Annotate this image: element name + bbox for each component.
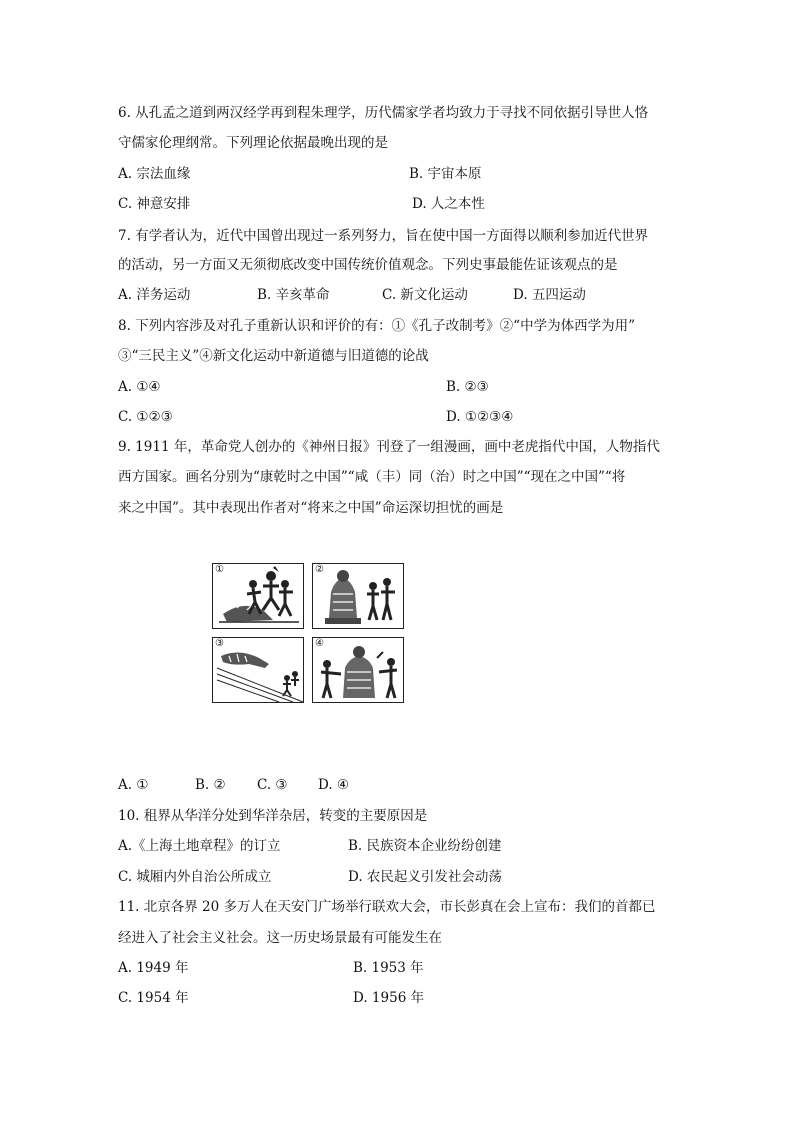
q6-option-d: D. 人之本性 (412, 196, 485, 212)
q9-option-b: B. ② (195, 777, 226, 793)
q8-stem-line1: 8. 下列内容涉及对孔子重新认识和评价的有：①《孔子改制考》②“中学为体西学为用” (118, 318, 635, 334)
q9-option-a: A. ① (118, 777, 149, 793)
panel-number: ④ (315, 638, 324, 649)
cartoon-panel-1 (212, 563, 304, 629)
q10-option-c: C. 城厢内外自治公所成立 (118, 869, 272, 885)
panel-number: ③ (215, 638, 224, 649)
q11-option-a: A. 1949 年 (118, 960, 189, 976)
q6-stem-line1: 6. 从孔孟之道到两汉经学再到程朱理学，历代儒家学者均致力于寻找不同依据引导世人恪 (118, 105, 649, 121)
q6-stem-line2: 守儒家伦理纲常。下列理论依据最晚出现的是 (118, 135, 388, 151)
q11-option-b: B. 1953 年 (353, 960, 424, 976)
q11-option-c: C. 1954 年 (118, 990, 189, 1006)
tiger-pinned-illustration (213, 564, 305, 630)
q7-option-b: B. 辛亥革命 (257, 287, 330, 303)
q9-option-c: C. ③ (257, 777, 288, 793)
q7-option-d: D. 五四运动 (513, 287, 586, 303)
q10-option-b: B. 民族资本企业纷纷创建 (348, 838, 502, 854)
q11-stem-line2: 经进入了社会主义社会。这一历史场景最有可能发生在 (118, 930, 442, 946)
tiger-leaping-illustration (213, 638, 305, 704)
q9-stem-line3: 来之中国”。其中表现出作者对“将来之中国”命运深切担忧的画是 (118, 500, 504, 516)
q8-option-c: C. ①②③ (118, 409, 173, 425)
panel-number: ① (215, 564, 224, 575)
panel-number: ② (315, 564, 324, 575)
q7-stem-line1: 7. 有学者认为，近代中国曾出现过一系列努力，旨在使中国一方面得以顺利参加近代世界 (118, 228, 649, 244)
tiger-surrounded-illustration (313, 638, 405, 704)
q11-option-d: D. 1956 年 (353, 990, 425, 1006)
q10-option-a: A.《上海土地章程》的订立 (118, 838, 281, 854)
q11-stem-line1: 11. 北京各界 20 多万人在天安门广场举行联欢大会，市长彭真在会上宣布：我们的首都已 (118, 899, 656, 915)
tiger-sitting-illustration (313, 564, 405, 630)
q8-option-a: A. ①④ (118, 379, 161, 395)
q6-option-a: A. 宗法血缘 (118, 166, 191, 182)
cartoon-panel-2 (312, 563, 404, 629)
q9-stem-line2: 西方国家。画名分别为“康乾时之中国”“咸（丰）同（治）时之中国”“现在之中国”“将 (118, 469, 626, 485)
q9-option-d: D. ④ (318, 777, 350, 793)
q8-option-b: B. ②③ (446, 379, 489, 395)
q8-stem-line2: ③“三民主义”④新文化运动中新道德与旧道德的论战 (118, 348, 429, 364)
q7-option-c: C. 新文化运动 (382, 287, 468, 303)
q7-stem-line2: 的活动，另一方面又无须彻底改变中国传统价值观念。下列史事最能佐证该观点的是 (118, 257, 618, 273)
q8-option-d: D. ①②③④ (446, 409, 514, 425)
q7-option-a: A. 洋务运动 (118, 287, 191, 303)
q10-stem-line1: 10. 租界从华洋分处到华洋杂居，转变的主要原因是 (118, 808, 428, 824)
q9-stem-line1: 9. 1911 年，革命党人创办的《神州日报》刊登了一组漫画，画中老虎指代中国，人物指代 (118, 439, 660, 455)
cartoon-figure (212, 563, 407, 705)
cartoon-panel-3 (212, 637, 304, 703)
cartoon-panel-4 (312, 637, 404, 703)
q6-option-c: C. 神意安排 (118, 196, 191, 212)
q10-option-d: D. 农民起义引发社会动荡 (348, 869, 502, 885)
q6-option-b: B. 宇宙本原 (409, 166, 482, 182)
